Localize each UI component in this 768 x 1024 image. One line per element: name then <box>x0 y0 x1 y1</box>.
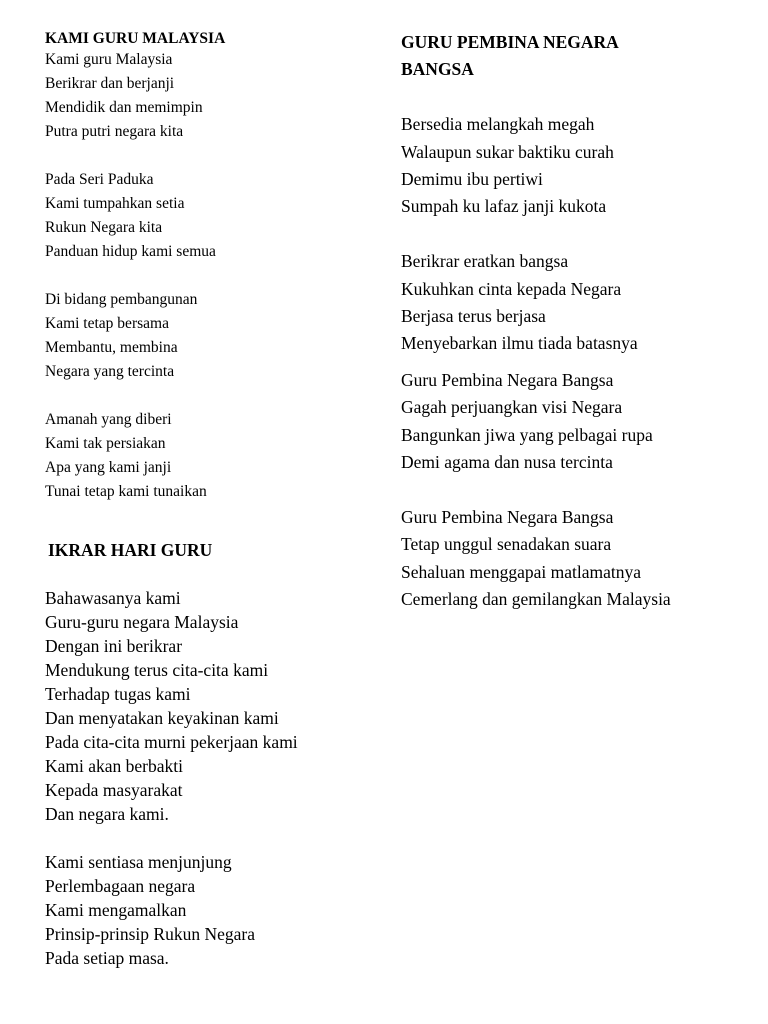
poem-line: Berikrar dan berjanji <box>45 75 175 92</box>
poem-line: Berikrar eratkan bangsa <box>401 251 569 272</box>
title-line-1: GURU PEMBINA NEGARA <box>401 32 619 52</box>
poem-line: Guru-guru negara Malaysia <box>45 612 239 632</box>
poem-line: Gagah perjuangkan visi Negara <box>401 397 623 418</box>
poem-kami-guru-malaysia <box>45 29 365 504</box>
poem-title-ikrar: IKRAR HARI GURU <box>48 540 213 560</box>
poem-line: Bersedia melangkah megah <box>401 114 595 135</box>
stanza-3 <box>45 288 365 384</box>
poem-line: Dan negara kami. <box>45 804 169 824</box>
poem-line: Mendidik dan memimpin <box>45 99 203 116</box>
poem-line: Walaupun sukar baktiku curah <box>401 141 614 162</box>
stanza-2 <box>401 248 741 358</box>
poem-line: Rukun Negara kita <box>45 219 163 236</box>
poem-line: Kami guru Malaysia <box>45 51 173 68</box>
poem-line: Kami mengamalkan <box>45 900 187 920</box>
poem-line: Perlembagaan negara <box>45 876 196 896</box>
poem-line: Kami tak persiakan <box>45 435 166 452</box>
poem-title-kami-guru: KAMI GURU MALAYSIA <box>45 30 226 47</box>
poem-line: Cemerlang dan gemilangkan Malaysia <box>401 589 671 610</box>
title-line-2: BANGSA <box>401 59 474 80</box>
poem-line: Bahawasanya kami <box>45 588 181 608</box>
poem-ikrar-hari-guru <box>45 538 375 970</box>
poem-line: Pada setiap masa. <box>45 948 169 968</box>
poem-line: Kepada masyarakat <box>45 780 183 800</box>
stanza-2 <box>45 168 365 264</box>
poem-line: Tetap unggul senadakan suara <box>401 534 612 555</box>
stanza-2 <box>45 850 375 970</box>
poem-line: Kami tetap bersama <box>45 315 169 332</box>
stanza-1 <box>401 111 741 221</box>
poem-line: Demimu ibu pertiwi <box>401 169 543 190</box>
poem-line: Terhadap tugas kami <box>45 684 191 704</box>
poem-line: Dan menyatakan keyakinan kami <box>45 708 279 728</box>
poem-line: Pada cita-cita murni pekerjaan kami <box>45 732 298 752</box>
poem-title-guru-pembina <box>401 29 741 84</box>
poem-line: Guru Pembina Negara Bangsa <box>401 369 614 390</box>
poem-line: Kami tumpahkan setia <box>45 195 185 212</box>
poem-line: Kami sentiasa menjunjung <box>45 852 232 872</box>
stanza-1 <box>45 586 375 826</box>
poem-line: Sumpah ku lafaz janji kukota <box>401 196 607 217</box>
poem-line: Kukuhkan cinta kepada Negara <box>401 278 622 299</box>
poem-line: Tunai tetap kami tunaikan <box>45 483 207 500</box>
poem-line: Bangunkan jiwa yang pelbagai rupa <box>401 424 653 445</box>
stanza-4 <box>401 504 741 614</box>
poem-line: Putra putri negara kita <box>45 123 184 140</box>
poem-line: Dengan ini berikrar <box>45 636 183 656</box>
poem-line: Kami akan berbakti <box>45 756 184 776</box>
poem-line: Sehaluan menggapai matlamatnya <box>401 561 642 582</box>
stanza-1 <box>45 48 365 144</box>
poem-line: Berjasa terus berjasa <box>401 306 546 327</box>
poem-line: Prinsip-prinsip Rukun Negara <box>45 924 255 944</box>
poem-line: Membantu, membina <box>45 339 178 356</box>
poem-line: Amanah yang diberi <box>45 411 172 428</box>
poem-line: Menyebarkan ilmu tiada batasnya <box>401 333 638 354</box>
poem-line: Di bidang pembangunan <box>45 291 198 308</box>
poem-guru-pembina-negara-bangsa <box>401 29 741 613</box>
stanza-4 <box>45 408 365 504</box>
poem-line: Demi agama dan nusa tercinta <box>401 452 613 473</box>
poem-line: Mendukung terus cita-cita kami <box>45 660 269 680</box>
poem-line: Guru Pembina Negara Bangsa <box>401 506 614 527</box>
poem-line: Apa yang kami janji <box>45 459 172 476</box>
poem-line: Negara yang tercinta <box>45 363 175 380</box>
stanza-3 <box>401 367 741 477</box>
poem-line: Panduan hidup kami semua <box>45 243 216 260</box>
poem-line: Pada Seri Paduka <box>45 171 154 188</box>
